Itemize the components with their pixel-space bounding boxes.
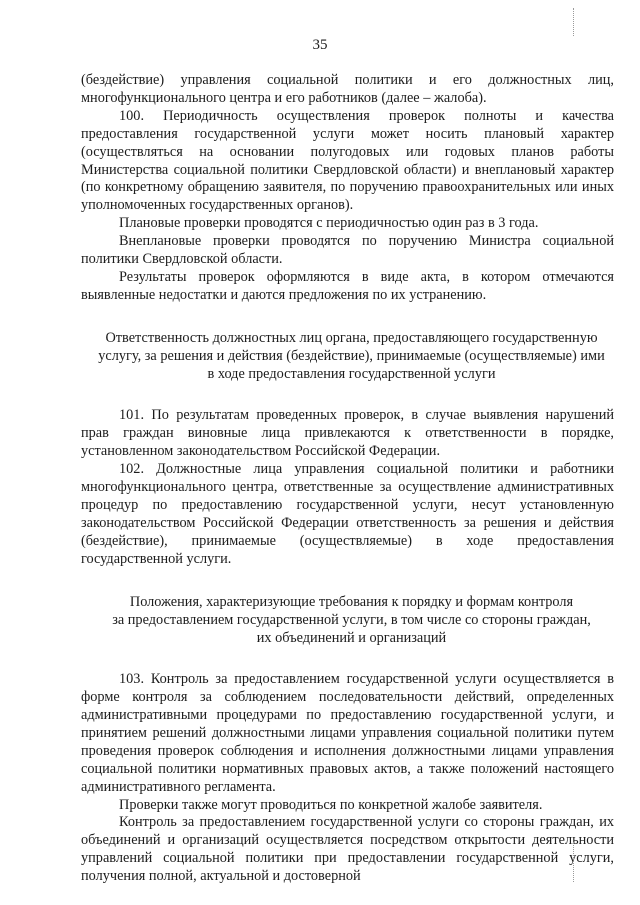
paragraph-unplanned-inspections: Внеплановые проверки проводятся по поручению Министра социальной политики Свердловской области. [81,233,614,268]
paragraph-complaint-inspections: Проверки также могут проводиться по конкретной жалобе заявителя. [119,796,543,813]
section-heading-control-requirements [81,593,614,648]
paragraph-103-control-form: 103. Контроль за предоставлением государственной услуги осуществляется в форме контроля за соблюдением последовательности действий, определенных административными процедурами по предоставлению государственной услуги, и принятием решений должностными лицами управления социальной политики путем проведения проверок соблюдения и исполнения должностными лицами управления социальной политики нормативных правовых актов, а также положений настоящего административного регламента. [81,671,614,795]
scan-margin-mark [573,8,574,36]
paragraph-inspection-results: Результаты проверок оформляются в виде акта, в котором отмечаются выявленные недостатки и даются предложения по их устранению. [81,268,614,303]
paragraph-planned-inspections: Плановые проверки проводятся с периодичностью один раз в 3 года. [119,215,539,232]
heading-line: Положения, характеризующие требования к порядку и формам контроля [129,593,574,610]
page-number: 35 [312,37,328,53]
paragraph-100-inspection-frequency: 100. Периодичность осуществления проверок полноты и качества предоставления государственной услуги может носить плановый характер (осуществляться на основании полугодовых или годовых планов работы Министерства социальной политики Свердловской области) и внеплановый характер (по конкретному обращению заявителя, по поручению правоохранительных или иных уполномоченных государственных органов). [81,107,614,214]
paragraph-101-liability: 101. По результатам проведенных проверок, в случае выявления нарушений прав граждан виновные лица привлекаются к ответственности в порядке, установленном законодательством Российской Федерации. [81,407,614,460]
section-heading-responsibility [81,329,614,384]
document-body [81,72,614,886]
heading-line: услугу, за решения и действия (бездействие), принимаемые (осуществляемые) ими [98,347,605,364]
heading-line: их объединений и организаций [256,629,447,646]
scan-margin-mark [573,842,574,882]
paragraph-complaint-definition: (бездействие) управления социальной политики и его должностных лиц, многофункционального центра и его работников (далее – жалоба). [81,72,614,106]
paragraph-public-control: Контроль за предоставлением государственной услуги со стороны граждан, их объединений и организаций осуществляется посредством открытости деятельности управлений социальной политики при предоставлении государственной услуги, получения полной, актуальной и достоверной [81,814,614,885]
heading-line: в ходе предоставления государственной услуги [207,366,496,383]
heading-line: Ответственность должностных лиц органа, предоставляющего государственную [105,329,598,346]
paragraph-102-officials-responsibility: 102. Должностные лица управления социальной политики и работники многофункционального центра, ответственные за осуществление административных процедур по предоставлению государственной услуги, несут установленную законодательством Российской Федерации ответственность за решения и действия (бездействие), принимаемые (осуществляемые) в ходе предоставления государственной услуги. [81,461,614,567]
heading-line: за предоставлением государственной услуги, в том числе со стороны граждан, [112,611,591,628]
